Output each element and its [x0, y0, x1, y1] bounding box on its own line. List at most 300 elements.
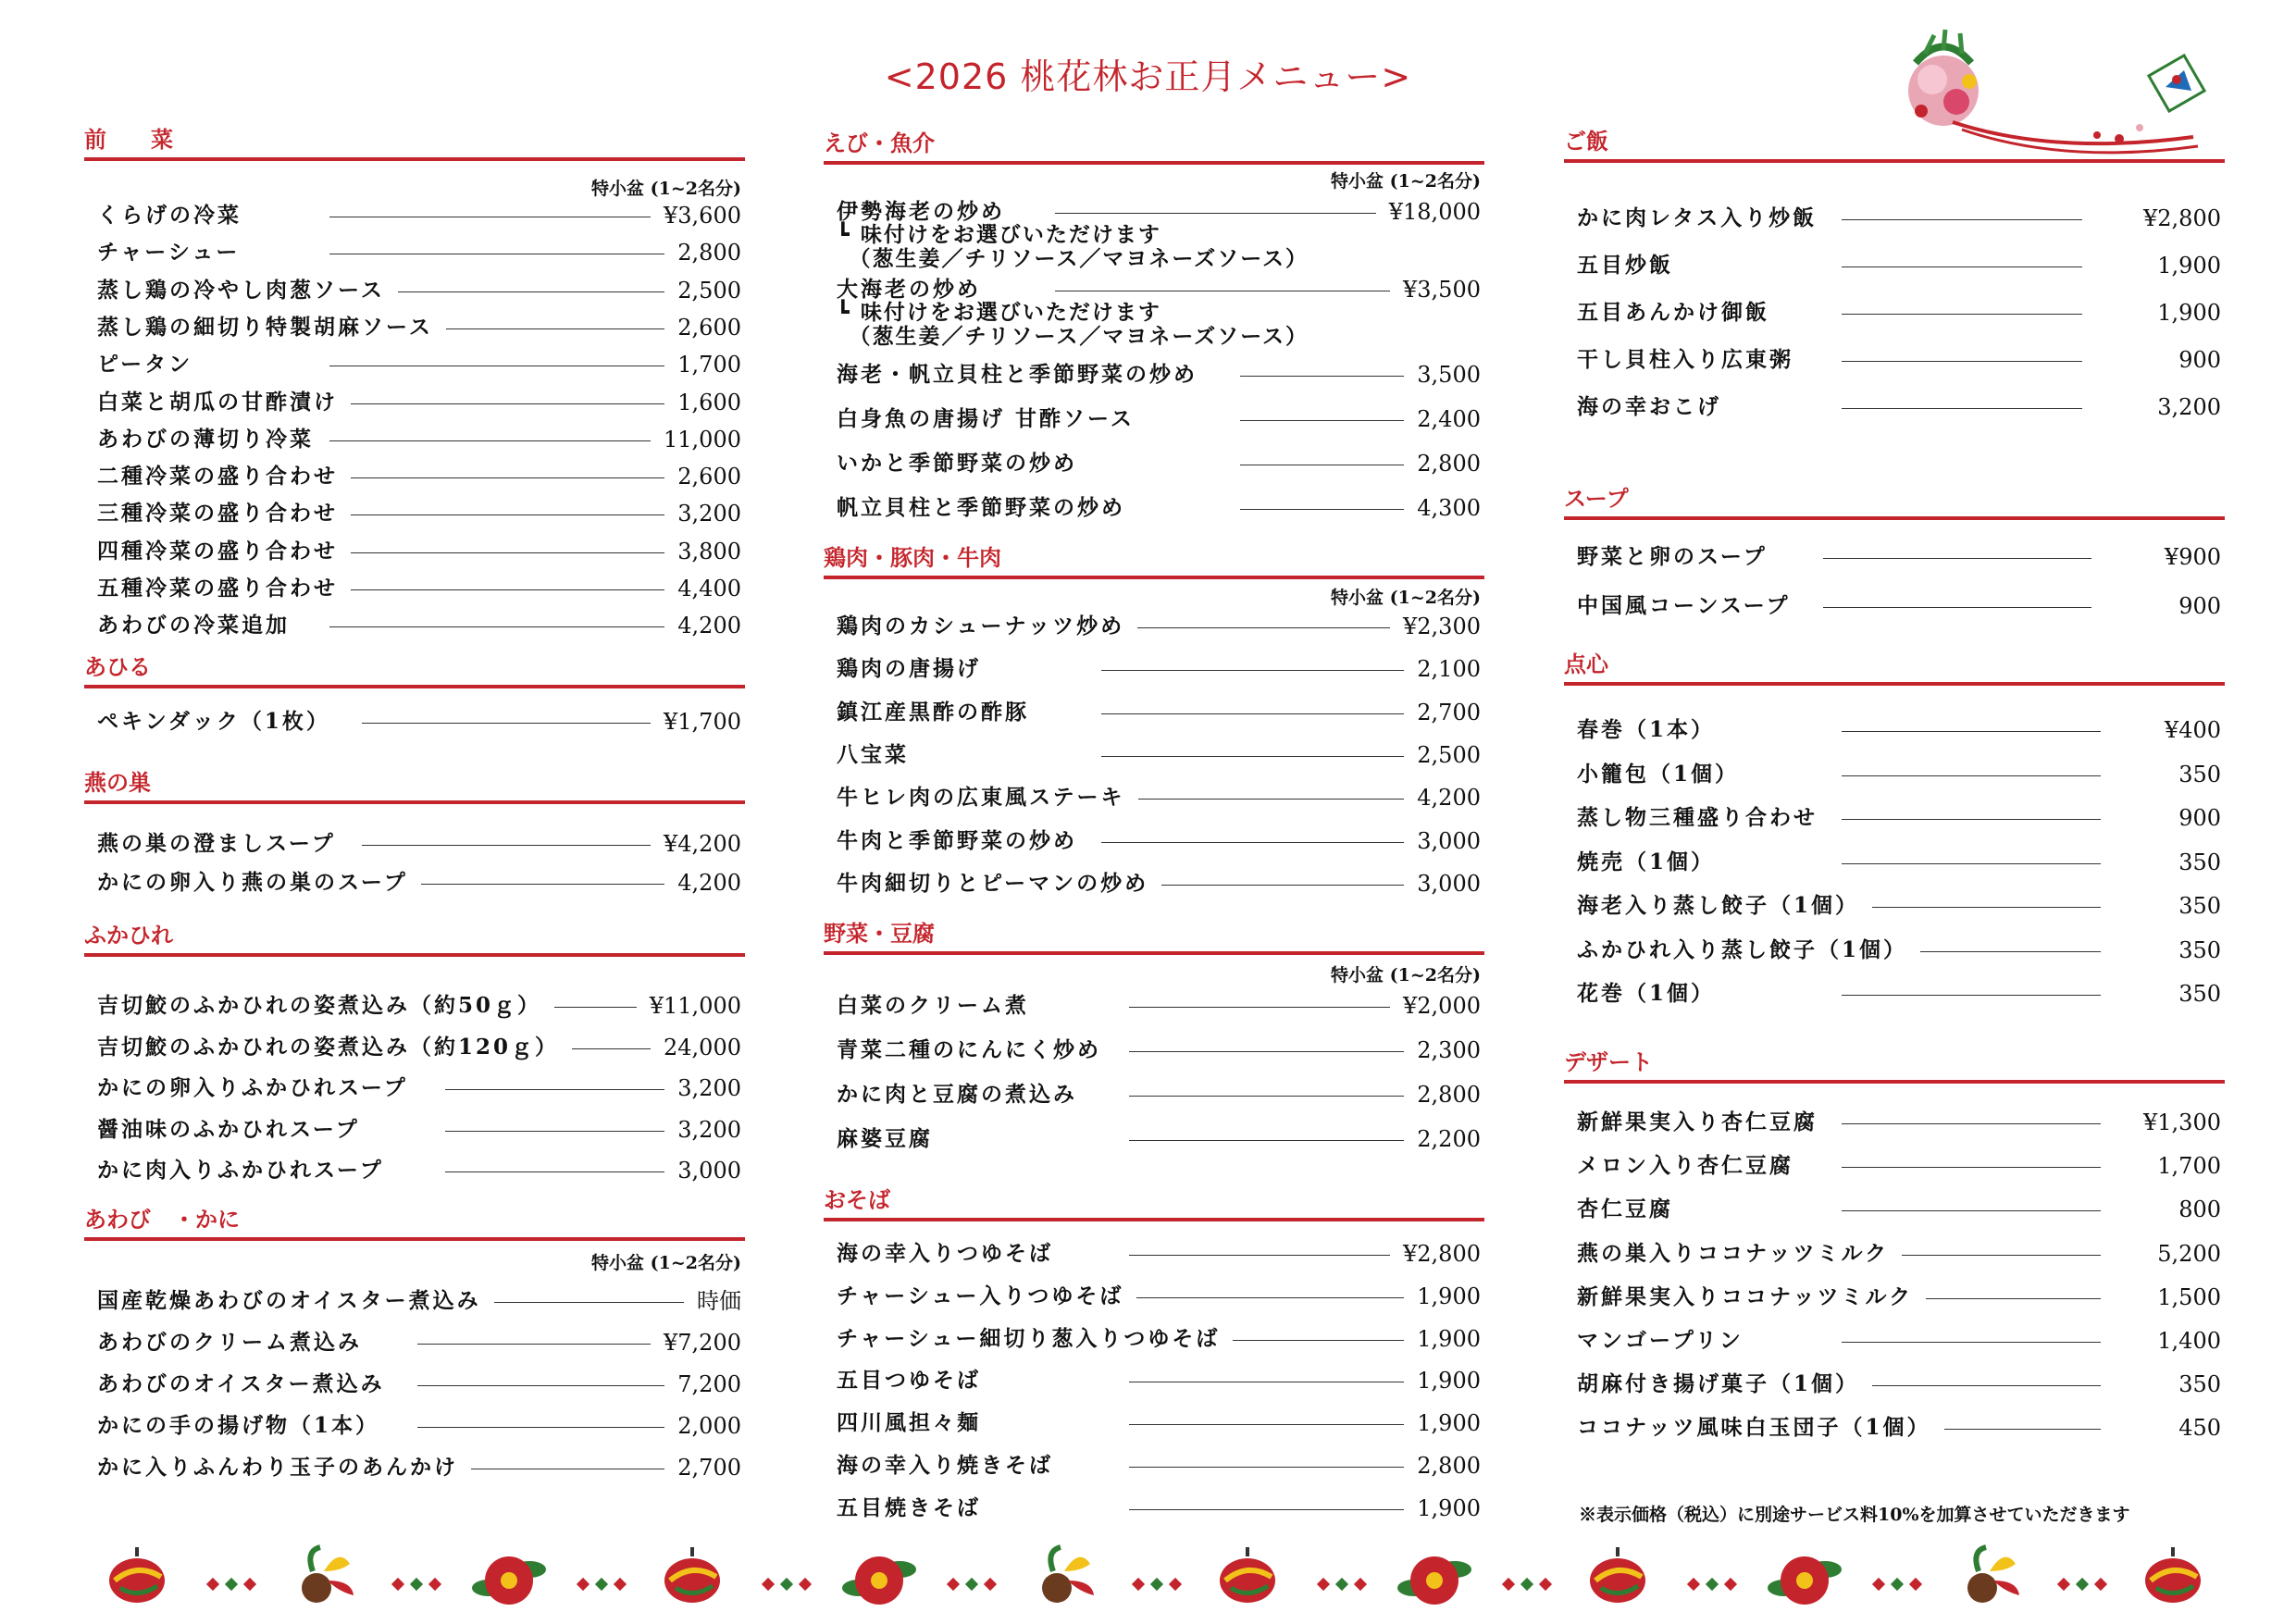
menu-item	[84, 612, 745, 639]
item-price: 2,500	[1417, 741, 1481, 768]
leader-line	[1101, 670, 1404, 671]
leader-line	[1926, 1298, 2101, 1299]
menu-item	[84, 314, 745, 341]
item-price: 350	[2178, 849, 2221, 875]
leader-line	[1129, 1255, 1390, 1256]
menu-item	[84, 992, 745, 1020]
item-price: 5,200	[2157, 1240, 2221, 1267]
item-name: 帆立貝柱と季節野菜の炒め	[837, 495, 1125, 520]
item-price: 350	[2178, 761, 2221, 787]
item-name: あわびの薄切り冷菜	[97, 426, 314, 452]
menu-item	[824, 361, 1484, 389]
diamond-dots-icon	[391, 1578, 441, 1591]
menu-item	[84, 1116, 745, 1144]
item-name: 蒸し鶏の細切り特製胡麻ソース	[97, 314, 433, 340]
menu-item	[824, 870, 1484, 898]
item-price: ¥18,000	[1388, 199, 1481, 225]
leader-line	[1842, 863, 2101, 864]
item-name: チャーシュー入りつゆそば	[837, 1283, 1124, 1308]
section-divider	[84, 1237, 745, 1241]
item-name: 中国風コーンスープ	[1577, 593, 1791, 618]
camellia-icon	[842, 1556, 916, 1605]
item-name: 鎮江産黒酢の酢豚	[837, 699, 1029, 725]
section-divider	[1564, 159, 2225, 163]
item-name: 五目焼きそば	[837, 1494, 981, 1520]
menu-item	[1564, 1196, 2225, 1223]
item-name: 牛肉と季節野菜の炒め	[837, 827, 1077, 853]
menu-item	[824, 655, 1484, 683]
leader-line	[1842, 1123, 2101, 1124]
item-price: 1,900	[1417, 1283, 1481, 1309]
item-price: 3,200	[677, 1075, 741, 1101]
menu-item	[824, 613, 1484, 640]
menu-item	[84, 575, 745, 602]
item-price: ¥400	[2164, 717, 2221, 743]
item-price: 2,800	[1417, 451, 1481, 477]
leader-line	[1902, 1255, 2101, 1256]
item-name: 海老・帆立貝柱と季節野菜の炒め	[837, 362, 1198, 387]
item-price: ¥3,500	[1403, 277, 1481, 303]
menu-item	[84, 277, 745, 304]
item-price: 900	[2178, 593, 2221, 619]
leader-line	[1842, 775, 2101, 776]
item-name: 燕の巣入りココナッツミルク	[1577, 1240, 1890, 1266]
section-divider	[84, 800, 745, 804]
leader-line	[1129, 1096, 1404, 1097]
column-left	[84, 0, 745, 1624]
menu-item	[824, 1452, 1484, 1480]
leader-line	[1842, 1342, 2101, 1343]
item-price: ¥7,200	[664, 1330, 741, 1356]
item-price: 3,000	[1417, 870, 1481, 897]
leader-line	[1137, 627, 1390, 628]
item-name: 海の幸おこげ	[1577, 394, 1721, 419]
diamond-dots-icon	[1687, 1578, 1737, 1591]
leader-line	[1129, 1140, 1404, 1141]
menu-item	[824, 1325, 1484, 1353]
item-option-list: （葱生姜／チリソース／マヨネーズソース）	[837, 324, 1309, 349]
section-title: えび・魚介	[824, 130, 935, 156]
item-price: 1,400	[2157, 1328, 2221, 1354]
spinning-top-icon	[2145, 1547, 2201, 1603]
item-price: 2,300	[1417, 1037, 1481, 1063]
item-name: 八宝菜	[837, 741, 909, 767]
menu-item	[84, 1074, 745, 1102]
item-price: 1,900	[1417, 1368, 1481, 1395]
leader-line	[1129, 1467, 1404, 1468]
portion-note: 特小盆 (1~2名分)	[1331, 588, 1481, 608]
item-name: 五種冷菜の盛り合わせ	[97, 576, 338, 601]
diamond-dots-icon	[1132, 1578, 1182, 1591]
item-price: 2,800	[1417, 1453, 1481, 1479]
leader-line	[351, 477, 664, 478]
menu-item	[1564, 1327, 2225, 1355]
section-title: 野菜・豆腐	[824, 920, 935, 947]
item-price: 900	[2178, 805, 2221, 831]
menu-item	[824, 784, 1484, 812]
diamond-dots-icon	[2057, 1578, 2107, 1591]
item-name: 野菜と卵のスープ	[1577, 544, 1768, 569]
item-name: あわびのオイスター煮込み	[97, 1371, 385, 1396]
menu-item	[84, 202, 745, 229]
menu-item	[1564, 761, 2225, 788]
leader-line	[362, 723, 651, 724]
item-price: 350	[2178, 893, 2221, 919]
leader-line	[1872, 907, 2101, 908]
menu-item	[1564, 1370, 2225, 1398]
menu-item	[1564, 1414, 2225, 1442]
section-divider	[1564, 682, 2225, 686]
item-price: ¥2,800	[1403, 1241, 1481, 1267]
menu-item	[824, 1409, 1484, 1437]
menu-item	[1564, 252, 2225, 279]
item-price: 2,200	[1417, 1126, 1481, 1152]
item-price: 1,900	[1417, 1410, 1481, 1437]
portion-note: 特小盆 (1~2名分)	[591, 179, 741, 199]
section-divider	[84, 685, 745, 688]
item-name: 白身魚の唐揚げ 甘酢ソース	[837, 406, 1135, 431]
section-title: スープ	[1564, 485, 1629, 512]
section-gohan	[1564, 130, 2225, 163]
section-fukahire	[84, 924, 745, 957]
camellia-icon	[1397, 1556, 1471, 1605]
item-name: 五目あんかけ御飯	[1577, 300, 1769, 325]
section-divider	[824, 1218, 1484, 1221]
leader-line	[1161, 885, 1404, 886]
item-name: 海の幸入り焼きそば	[837, 1453, 1053, 1478]
menu-item	[84, 1157, 745, 1184]
leader-line	[421, 884, 664, 885]
item-name: 花巻（1個）	[1577, 981, 1716, 1006]
bell-flower-icon	[302, 1547, 354, 1603]
item-price: 1,900	[1417, 1494, 1481, 1521]
leader-line	[1842, 408, 2082, 409]
section-awabi	[84, 1208, 745, 1241]
item-name: 麻婆豆腐	[837, 1126, 933, 1151]
leader-line	[1842, 1167, 2101, 1168]
section-title: ふかひれ	[84, 922, 173, 948]
spinning-top-icon	[1590, 1547, 1645, 1603]
section-ebi	[824, 131, 1484, 165]
item-price: ¥2,800	[2143, 205, 2221, 231]
item-price: 1,900	[2157, 300, 2221, 326]
item-name: 大海老の炒め	[837, 277, 981, 302]
menu-item	[824, 1036, 1484, 1064]
leader-line	[445, 1131, 664, 1132]
leader-line	[1129, 1051, 1404, 1052]
item-name: 牛肉細切りとピーマンの炒め	[837, 870, 1149, 896]
leader-line	[1101, 713, 1404, 714]
leader-line	[398, 291, 664, 292]
item-name: 鶏肉のカシューナッツ炒め	[837, 614, 1125, 638]
section-title: 点心	[1564, 651, 1608, 677]
item-name: 鶏肉の唐揚げ	[837, 656, 981, 682]
item-name: かにの手の揚げ物（1本）	[97, 1413, 380, 1438]
item-name: 春巻（1本）	[1577, 717, 1716, 742]
item-name: 三種冷菜の盛り合わせ	[97, 501, 338, 527]
menu-item	[1564, 1283, 2225, 1311]
item-price: 1,600	[677, 389, 741, 415]
item-name: チャーシュー細切り葱入りつゆそば	[837, 1325, 1221, 1351]
leader-line	[1842, 314, 2082, 315]
menu-item	[84, 830, 745, 858]
item-price: ¥11,000	[649, 993, 741, 1019]
item-price: 350	[2178, 981, 2221, 1007]
menu-item	[84, 1329, 745, 1357]
section-title: あひる	[84, 653, 151, 680]
diamond-dots-icon	[1317, 1578, 1367, 1591]
item-name: 青菜二種のにんにく炒め	[837, 1037, 1101, 1062]
item-price: 350	[2178, 1371, 2221, 1398]
item-price: 2,800	[677, 240, 741, 267]
item-name: かに肉レタス入り炒飯	[1577, 205, 1818, 230]
portion-note: 特小盆 (1~2名分)	[1331, 171, 1481, 192]
item-price: 450	[2178, 1415, 2221, 1442]
menu-item	[1564, 592, 2225, 620]
menu-item	[84, 708, 745, 736]
item-price: 3,200	[677, 501, 741, 527]
leader-line	[1233, 1340, 1404, 1341]
item-name: ふかひれ入り蒸し餃子（1個）	[1577, 936, 1908, 962]
item-price: 2,600	[677, 314, 741, 341]
menu-item	[1564, 849, 2225, 876]
section-divider	[1564, 516, 2225, 520]
item-name: 新鮮果実入り杏仁豆腐	[1577, 1110, 1818, 1134]
leader-line	[1823, 607, 2091, 608]
item-name: チャーシュー	[97, 240, 241, 266]
leader-line	[1129, 1007, 1390, 1008]
bell-flower-icon	[1042, 1547, 1094, 1603]
leader-line	[1944, 1429, 2101, 1430]
item-name: メロン入り杏仁豆腐	[1577, 1153, 1793, 1179]
leader-line	[1842, 361, 2082, 362]
menu-item	[824, 699, 1484, 726]
section-divider	[824, 161, 1484, 165]
item-price: ¥3,600	[664, 203, 741, 229]
menu-item	[84, 538, 745, 565]
item-price: 24,000	[664, 1034, 741, 1060]
menu-item	[824, 1081, 1484, 1109]
menu-item	[1564, 346, 2225, 374]
section-divider	[824, 951, 1484, 955]
menu-item	[84, 500, 745, 527]
menu-item	[1564, 1152, 2225, 1180]
menu-item	[824, 1494, 1484, 1522]
item-name: 四川風担々麺	[837, 1410, 981, 1436]
leader-line	[417, 1385, 664, 1386]
item-name: かに入りふんわり玉子のあんかけ	[97, 1455, 458, 1480]
item-name: マンゴープリン	[1577, 1328, 1744, 1353]
leader-line	[1240, 509, 1404, 510]
section-tenshin	[1564, 652, 2225, 686]
camellia-icon	[1768, 1556, 1842, 1605]
leader-line	[1842, 731, 2101, 732]
item-price: 2,600	[677, 464, 741, 490]
column-middle	[824, 0, 1484, 1624]
item-name: 五目つゆそば	[837, 1368, 981, 1394]
menu-item	[824, 992, 1484, 1020]
bottom-border-decoration	[93, 1543, 2221, 1618]
item-price: ¥1,300	[2143, 1110, 2221, 1135]
item-name: 吉切鮫のふかひれの姿煮込み（約50ｇ）	[97, 993, 542, 1018]
menu-item	[824, 741, 1484, 769]
diamond-dots-icon	[1502, 1578, 1552, 1591]
portion-note: 特小盆 (1~2名分)	[591, 1253, 741, 1273]
leader-line	[1136, 1297, 1404, 1298]
section-zensai	[84, 128, 745, 161]
item-name: いかと季節野菜の炒め	[837, 451, 1077, 476]
item-price: 3,200	[677, 1116, 741, 1143]
menu-item	[824, 450, 1484, 477]
section-title: あわび ・かに	[84, 1206, 240, 1233]
item-name: ピータン	[97, 352, 193, 378]
menu-item	[1564, 804, 2225, 832]
menu-item	[1564, 1240, 2225, 1268]
section-ahiru	[84, 655, 745, 688]
item-name: 胡麻付き揚げ菓子（1個）	[1577, 1371, 1860, 1397]
item-price: ¥4,200	[664, 831, 741, 857]
item-price: 4,300	[1417, 495, 1481, 521]
diamond-dots-icon	[947, 1578, 997, 1591]
section-soup	[1564, 487, 2225, 520]
leader-line	[351, 403, 664, 404]
menu-item	[824, 827, 1484, 855]
item-price: 3,000	[1417, 827, 1481, 854]
column-right	[1564, 0, 2225, 1624]
item-price: 2,100	[1417, 656, 1481, 683]
item-price: 1,700	[2157, 1153, 2221, 1180]
menu-item	[84, 1287, 745, 1315]
item-price: 3,000	[677, 1158, 741, 1184]
item-price: 2,800	[1417, 1082, 1481, 1108]
item-name: くらげの冷菜	[97, 203, 242, 228]
menu-item	[824, 1367, 1484, 1395]
leader-line	[572, 1048, 651, 1049]
service-charge-note: ※表示価格（税込）に別途サービス料10%を加算させていただきます	[1579, 1505, 2130, 1525]
leader-line	[351, 514, 664, 515]
menu-item	[84, 351, 745, 378]
item-price: 4,200	[1417, 785, 1481, 812]
item-name: 牛ヒレ肉の広東風ステーキ	[837, 785, 1125, 811]
spinning-top-icon	[664, 1547, 720, 1603]
item-name: 杏仁豆腐	[1577, 1196, 1673, 1222]
item-name: ココナッツ風味白玉団子（1個）	[1577, 1415, 1931, 1441]
leader-line	[1138, 799, 1404, 800]
menu-item	[84, 426, 745, 453]
item-name: あわびの冷菜追加	[97, 613, 290, 638]
spinning-top-icon	[109, 1547, 165, 1603]
item-name: かに肉と豆腐の煮込み	[837, 1082, 1077, 1107]
leader-line	[1842, 819, 2101, 820]
menu-item	[84, 239, 745, 267]
item-price: ¥900	[2164, 544, 2221, 570]
item-price: 1,900	[2157, 253, 2221, 279]
leader-line	[1240, 420, 1404, 421]
menu-item	[84, 1454, 745, 1481]
menu-item	[1564, 716, 2225, 744]
item-price: ¥2,300	[1403, 614, 1481, 639]
item-price: 1,500	[2157, 1283, 2221, 1310]
item-name: 干し貝柱入り広東粥	[1577, 347, 1793, 372]
menu-item	[1564, 393, 2225, 421]
item-price: 2,700	[677, 1455, 741, 1481]
menu-item	[84, 1412, 745, 1440]
item-name: かに肉入りふかひれスープ	[97, 1158, 384, 1183]
camellia-icon	[472, 1556, 546, 1605]
leader-line	[362, 845, 651, 846]
leader-line	[351, 589, 664, 590]
item-option-note: ┗ 味付けをお選びいただけます	[837, 222, 1161, 247]
item-name: 燕の巣の澄ましスープ	[97, 831, 336, 856]
section-divider	[84, 953, 745, 957]
menu-title: <2026 桃花林お正月メニュー>	[884, 56, 1412, 97]
section-title: 鶏肉・豚肉・牛肉	[824, 544, 1001, 571]
bell-flower-icon	[1967, 1547, 2019, 1603]
leader-line	[417, 1344, 651, 1345]
menu-item	[1564, 1109, 2225, 1136]
item-name: かにの卵入りふかひれスープ	[97, 1075, 408, 1100]
leader-line	[329, 440, 651, 441]
item-option-note: ┗ 味付けをお選びいただけます	[837, 300, 1161, 325]
item-name: 焼売（1個）	[1577, 849, 1716, 874]
section-title: ご飯	[1564, 128, 1608, 155]
leader-line	[1842, 1210, 2101, 1211]
item-price: 900	[2178, 347, 2221, 373]
item-name: 白菜と胡瓜の甘酢漬け	[97, 389, 338, 415]
leader-line	[1823, 558, 2091, 559]
item-name: かにの卵入り燕の巣のスープ	[97, 870, 408, 895]
item-price: ¥2,000	[1403, 993, 1481, 1019]
item-option-list: （葱生姜／チリソース／マヨネーズソース）	[837, 246, 1309, 271]
section-osoba	[824, 1188, 1484, 1221]
menu-item	[824, 1125, 1484, 1153]
item-price: 4,200	[677, 613, 741, 639]
menu-item	[1564, 892, 2225, 920]
item-name: 白菜のクリーム煮	[837, 993, 1029, 1018]
item-price: 1,900	[1417, 1325, 1481, 1352]
item-name: 蒸し物三種盛り合わせ	[1577, 805, 1818, 830]
section-tsubame	[84, 771, 745, 804]
item-name: 蒸し鶏の冷やし肉葱ソース	[97, 277, 385, 303]
section-title: 燕の巣	[84, 769, 151, 796]
leader-line	[1101, 756, 1404, 757]
leader-line	[1842, 995, 2101, 996]
menu-item	[84, 1370, 745, 1398]
menu-item	[84, 869, 745, 897]
item-name: 四種冷菜の盛り合わせ	[97, 538, 338, 564]
spinning-top-icon	[1220, 1547, 1275, 1603]
menu-item	[1564, 543, 2225, 571]
item-price: 1,700	[677, 352, 741, 378]
menu-item	[84, 389, 745, 416]
section-title: おそば	[824, 1186, 890, 1213]
item-name: 海の幸入りつゆそば	[837, 1241, 1053, 1266]
item-name: 海老入り蒸し餃子（1個）	[1577, 893, 1860, 918]
section-divider	[1564, 1080, 2225, 1084]
leader-line	[1240, 376, 1404, 377]
section-title: デザート	[1564, 1048, 1653, 1075]
item-name: 新鮮果実入りココナッツミルク	[1577, 1283, 1914, 1309]
menu-item	[1564, 299, 2225, 327]
leader-line	[351, 552, 664, 553]
item-price: 4,400	[677, 576, 741, 601]
item-price: 3,500	[1417, 362, 1481, 388]
section-divider	[84, 157, 745, 161]
menu-item	[824, 1240, 1484, 1268]
leader-line	[1129, 1424, 1404, 1425]
item-price: 800	[2178, 1196, 2221, 1223]
leader-line	[1055, 213, 1376, 214]
